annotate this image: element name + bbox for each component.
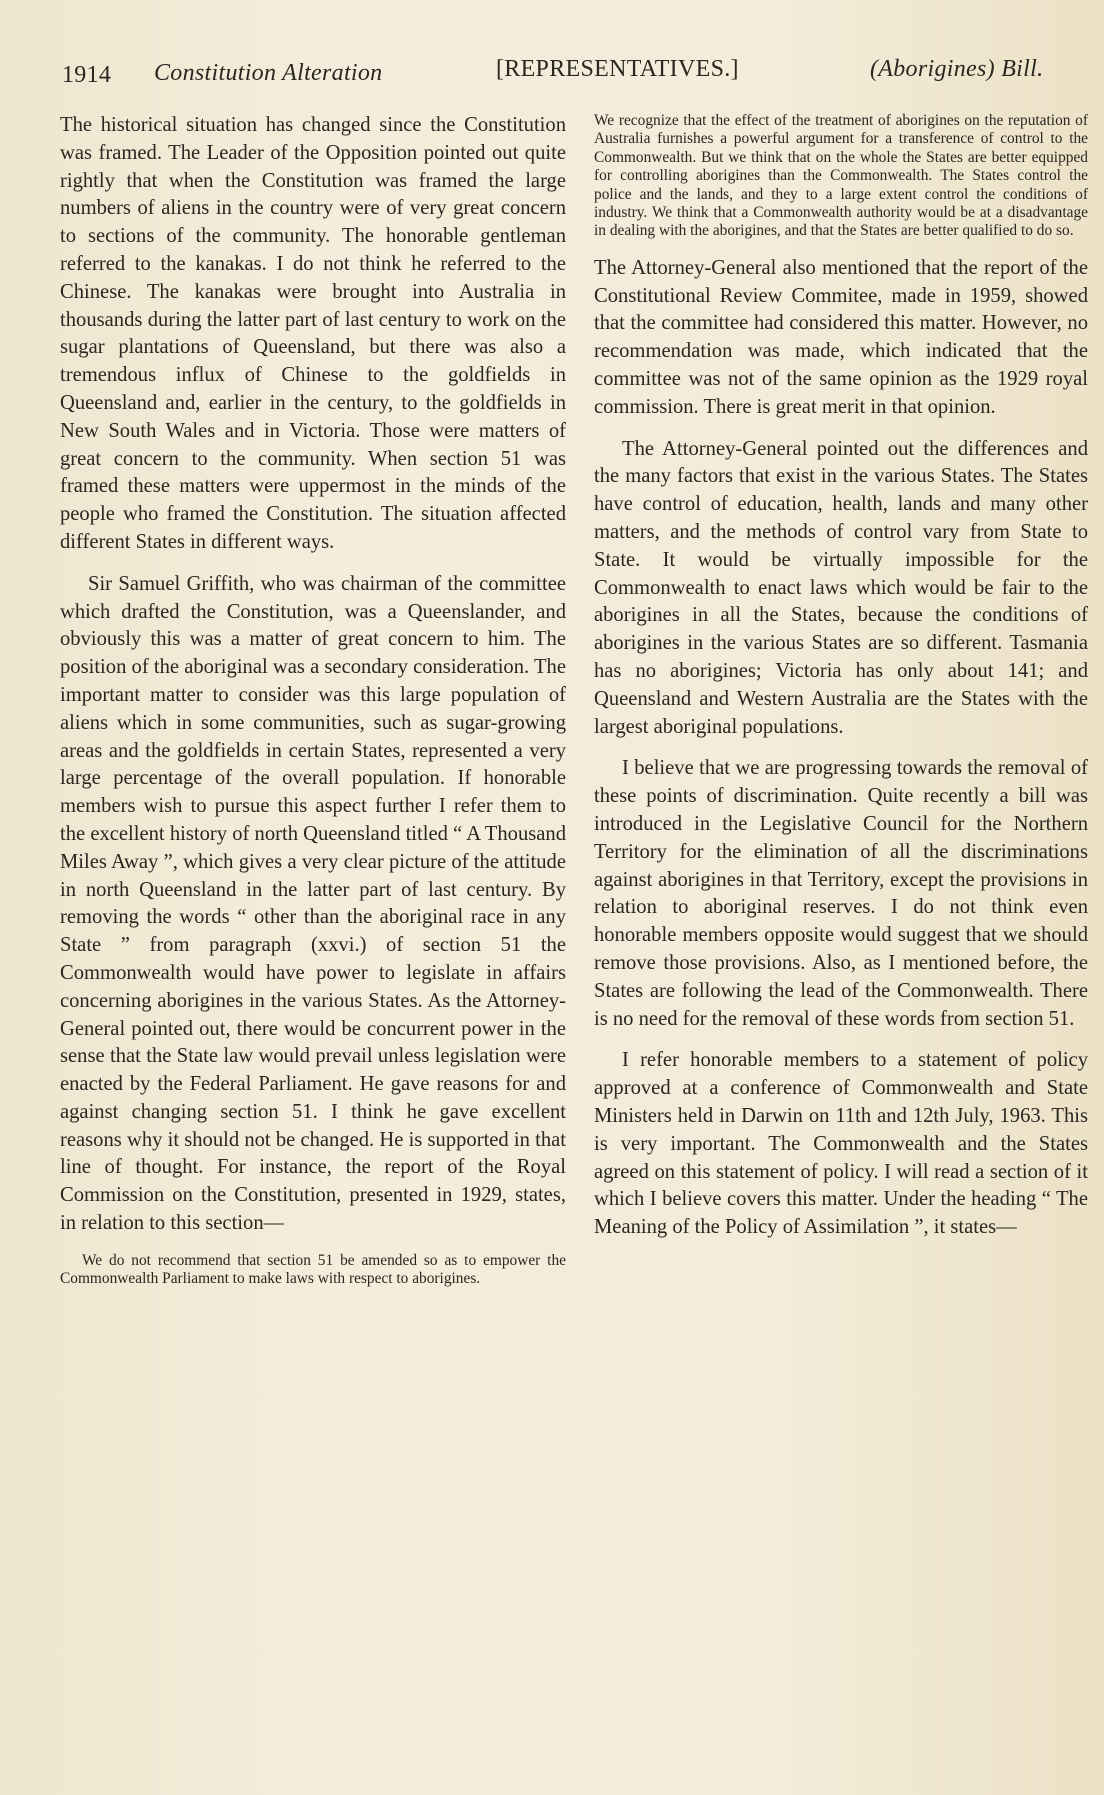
house-label: [REPRESENTATIVES.] (496, 56, 739, 82)
right-paragraph-4: I refer honorable members to a statement of policy approved at a conference of Commonwealth and State Ministers held in Darwin on 11th and 12th July, 1963. This is very important. The Commonwealth and the States agreed on this statement of policy. I will read a section of it which I believe covers this matter. Under the heading “ The Meaning of the Policy of Assimilation ”, it states— (594, 1049, 1088, 1239)
bill-label: (Aborigines) Bill. (870, 56, 1044, 82)
left-column (60, 112, 566, 1289)
left-paragraph-2: Sir Samuel Griffith, who was chairman of the committee which drafted the Constitution, was a Queenslander, and obviously this was a matter of great concern to him. The position of the aboriginal was a secondary consideration. The important matter to consider was this large population of aliens which in some communities, such as sugar-growing areas and the goldfields in certain States, represented a very large percentage of the overall population. If honorable members wish to pursue this aspect further I refer them to the excellent history of north Queensland titled “ A Thousand Miles Away ”, which gives a very clear picture of the attitude in north Queensland in the latter part of last century. By removing the words “ other than the aboriginal race in any State ” from paragraph (xxvi.) of section 51 the Commonwealth would have power to legislate in affairs concerning aborigines in the various States. As the Attorney-General pointed out, there would be concurrent power in the sense that the State law would prevail unless legislation were enacted by the Federal Parliament. He gave reasons for and against changing section 51. I think he gave excellent reasons why it should not be changed. He is supported in that line of thought. For instance, the report of the Royal Commission on the Constitution, presented in 1929, states, in relation to this section— (60, 572, 566, 1235)
page-number: 1914 (62, 62, 112, 88)
right-paragraph-2: The Attorney-General pointed out the differences and the many factors that exist in the various States. The States have control of education, health, lands and many other matters, and the methods of control vary from State to State. It would be virtually impossible for the Commonwealth to enact laws which would be fair to the aborigines in all the States, because the conditions of aborigines in the various States are so different. Tasmania has no aborigines; Victoria has only about 141; and Queensland and Western Australia are the States with the largest aboriginal populations. (594, 437, 1088, 738)
page-header (62, 56, 1044, 96)
left-quotation: We do not recommend that section 51 be amended so as to empower the Commonwealth Parliament to make laws with respect to aborigines. (60, 1251, 566, 1288)
right-paragraph-1: The Attorney-General also mentioned that the report of the Constitutional Review Commitee, made in 1959, showed that the committee had considered this matter. However, no recommendation was made, which indicated that the committee was not of the same opinion as the 1929 royal commission. There is great merit in that opinion. (594, 256, 1088, 418)
left-paragraph-1: The historical situation has changed since the Constitution was framed. The Leader of the Opposition pointed out quite rightly that when the Constitution was framed the large numbers of aliens in the country were of very great concern to sections of the community. The honorable gentleman referred to the kanakas. I do not think he referred to the Chinese. The kanakas were brought into Australia in thousands during the latter part of last century to work on the sugar plantations of Queensland, but there was also a tremendous influx of Chinese to the goldfields in Queensland and, earlier in the century, to the goldfields in New South Wales and in Victoria. Those were matters of great concern to the community. When section 51 was framed these matters were uppermost in the minds of the people who framed the Constitution. The situation affected different States in different ways. (60, 114, 566, 553)
running-title: Constitution Alteration (154, 60, 383, 86)
right-paragraph-3: I believe that we are progressing towards the removal of these points of discrimination. Quite recently a bill was introduced in the Legislative Council for the Northern Territory for the elimination of all the discriminations against aborigines in that Territory, except the provisions in relation to aboriginal reserves. I do not think even honorable members opposite would suggest that we should remove those provisions. Also, as I mentioned before, the States are following the lead of the Commonwealth. There is no need for the removal of these words from section 51. (594, 757, 1088, 1030)
right-quotation: We recognize that the effect of the treatment of aborigines on the reputation of Australia furnishes a powerful argument for a transference of control to the Commonwealth. But we think that on the whole the States are better equipped for controlling aborigines than the Commonwealth. The States control the police and the lands, and they to a large extent control the conditions of industry. We think that a Commonwealth authority would be at a disadvantage in dealing with the aborigines, and that the States are better qualified to do so. (594, 112, 1088, 240)
right-column (594, 112, 1088, 1242)
